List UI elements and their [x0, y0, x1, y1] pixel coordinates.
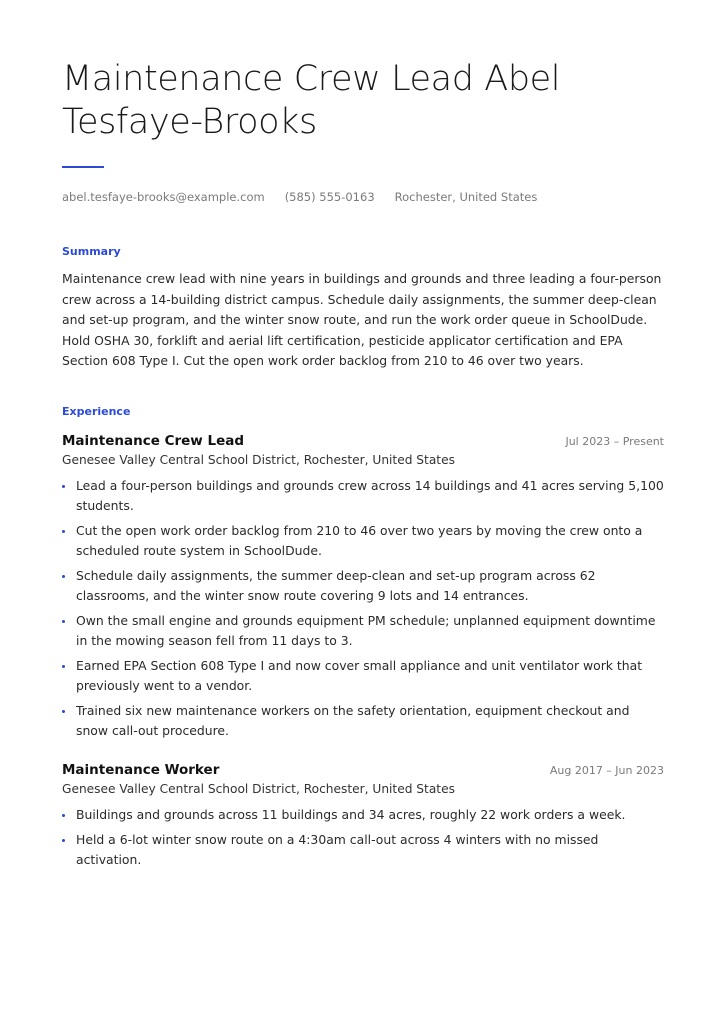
- job-title: Maintenance Worker: [62, 761, 220, 778]
- job-dates: Jul 2023 – Present: [565, 434, 664, 448]
- experience-list: [62, 433, 664, 870]
- job-entry: [62, 433, 664, 741]
- job-bullet: [62, 566, 664, 606]
- contact-location: Rochester, United States: [394, 190, 538, 204]
- bullet-text: Earned EPA Section 608 Type I and now cover small appliance and unit ventilator work that previously went to a vendor.: [76, 657, 643, 693]
- job-bullet: [62, 476, 664, 516]
- bullet-text: Lead a four-person buildings and grounds crew across 14 buildings and 41 acres serving 5,100 students.: [76, 477, 664, 513]
- bullet-dot-icon: [62, 710, 65, 713]
- job-header: [62, 433, 664, 449]
- bullet-text: Cut the open work order backlog from 210 to 46 over two years by moving the crew onto a scheduled route system in SchoolDude.: [76, 522, 643, 558]
- job-entry: [62, 762, 664, 870]
- job-bullet: [62, 701, 664, 741]
- candidate-name: Maintenance Crew Lead Abel Tesfaye-Brooks: [62, 59, 561, 142]
- job-bullet: [62, 656, 664, 696]
- bullet-text: Schedule daily assignments, the summer deep-clean and set-up program across 62 classrooms, and the winter snow route covering 9 lots and 14 entrances.: [76, 567, 596, 603]
- summary-text: Maintenance crew lead with nine years in buildings and grounds and three leading a four-person crew across a 14-building district campus. Schedule daily assignments, the summer deep-clean and set-up program, and the winter snow route, and run the work order queue in SchoolDude. Hold OSHA 30, forklift and aerial lift certification, pesticide applicator certification and EPA Section 608 Type I. Cut the open work order backlog from 210 to 46 over two years.: [62, 271, 662, 368]
- bullet-text: Own the small engine and grounds equipment PM schedule; unplanned equipment downtime in the mowing season fell from 11 days to 3.: [76, 612, 656, 648]
- job-bullet: [62, 521, 664, 561]
- contact-phone: (585) 555-0163: [284, 190, 375, 204]
- summary-heading: Summary: [62, 245, 121, 258]
- job-bullets: [62, 476, 664, 741]
- bullet-dot-icon: [62, 665, 65, 668]
- experience-heading: Experience: [62, 404, 131, 418]
- job-bullets: [62, 805, 664, 870]
- job-bullet: [62, 611, 664, 651]
- resume-page: [62, 58, 664, 875]
- job-bullet: [62, 805, 664, 825]
- bullet-dot-icon: [62, 485, 65, 488]
- accent-rule: [62, 166, 104, 168]
- bullet-text: Buildings and grounds across 11 buildings and 34 acres, roughly 22 work orders a week.: [76, 806, 626, 822]
- bullet-text: Trained six new maintenance workers on the safety orientation, equipment checkout and snow call-out procedure.: [76, 702, 630, 738]
- bullet-dot-icon: [62, 839, 65, 842]
- job-header: [62, 762, 664, 778]
- job-organization: Genesee Valley Central School District, Rochester, United States: [62, 781, 455, 796]
- bullet-dot-icon: [62, 575, 65, 578]
- bullet-dot-icon: [62, 620, 65, 623]
- bullet-dot-icon: [62, 530, 65, 533]
- contact-line: [62, 190, 664, 204]
- bullet-dot-icon: [62, 814, 65, 817]
- job-title: Maintenance Crew Lead: [62, 432, 245, 449]
- contact-email: abel.tesfaye-brooks@example.com: [62, 190, 265, 204]
- bullet-text: Held a 6-lot winter snow route on a 4:30am call-out across 4 winters with no missed activation.: [76, 831, 599, 867]
- job-bullet: [62, 830, 664, 870]
- job-organization: Genesee Valley Central School District, Rochester, United States: [62, 452, 455, 467]
- job-dates: Aug 2017 – Jun 2023: [549, 763, 664, 777]
